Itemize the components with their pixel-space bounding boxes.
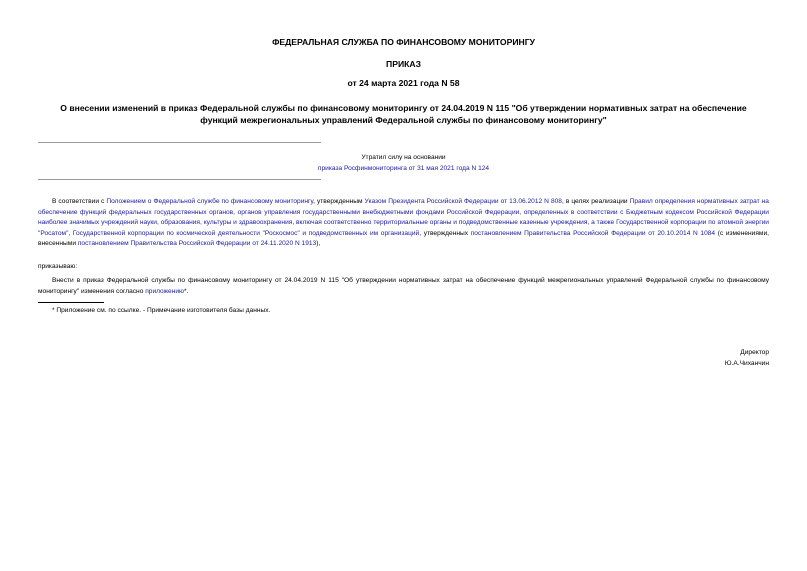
footnote-rule [38, 302, 104, 303]
preamble-text-3: , в целях реализации [561, 198, 630, 205]
preamble-text-1: В соответствии с [52, 198, 107, 205]
order-word: приказываю: [38, 263, 78, 270]
appendix-link[interactable]: приложению [145, 287, 184, 295]
regulation-link[interactable]: Положением о Федеральной службе по финансовому мониторингу [106, 198, 314, 205]
document-title-line-2: функций межрегиональных управлений Федеральной службы по финансовому мониторингу" [200, 115, 607, 125]
rules-link[interactable]: Правил определения нормативных затрат на обеспечение функций федеральных государственных органов, органов управления государственными внебюджетными фондами Российской Федерации, определенных в соответствии с Бюджетным кодексом Российской Федерации наиболее значимых учреждений науки, образования, культуры и здравоохранения, включая соответственно территориальные органы и подведомственные казенные учреждения, а также Государственной корпорации по атомной энергии "Росатом", Государственной корпорации по космической деятельности "Роскосмос" и подведомственных им организаций [38, 198, 769, 237]
document-type: ПРИКАЗ [386, 59, 421, 69]
document-title-line-1: О внесении изменений в приказ Федеральной службы по финансовому мониторингу от 24.04.2019 N 115 "Об утверждении нормативных затрат на обеспечение [60, 103, 747, 113]
signature-block [725, 347, 769, 369]
agency-name: ФЕДЕРАЛЬНАЯ СЛУЖБА ПО ФИНАНСОВОМУ МОНИТОРИНГУ [272, 37, 535, 47]
order-text: Внести в приказ Федеральной службы по финансовому мониторингу от 24.04.2019 N 115 "Об утверждении нормативных затрат на обеспечение функций межрегиональных управлений Федеральной службы по финансовому мониторингу" изменения согласно [38, 277, 769, 295]
order-text-end: *. [184, 287, 189, 295]
preamble-text-5: (с изменениями, внесенными [38, 229, 769, 247]
signatory-position: Директор [740, 349, 769, 356]
status-rule-bottom [38, 179, 321, 180]
status-rule-top [38, 142, 321, 143]
status-note-text: Утратил силу на основании [361, 154, 446, 161]
preamble-text-2: , утвержденным [313, 198, 365, 205]
preamble-text-4: , утвержденных [419, 229, 471, 237]
status-note [0, 152, 807, 174]
document-date-number: от 24 марта 2021 года N 58 [347, 78, 460, 88]
document-title [0, 102, 807, 126]
preamble-paragraph [38, 197, 769, 250]
status-repeal-link[interactable]: приказа Росфинмониторинга от 31 мая 2021 года N 124 [317, 165, 490, 172]
government-resolution-1913-link[interactable]: постановлением Правительства Российской Федерации от 24.11.2020 N 1913 [77, 240, 317, 247]
footnote: * Приложение см. по ссылке. - Примечание изготовителя базы данных. [52, 307, 271, 314]
order-paragraph [38, 276, 769, 297]
presidential-decree-link[interactable]: Указом Президента Российской Федерации от 13.06.2012 N 808 [364, 198, 562, 205]
preamble-text-6: ), [316, 240, 321, 247]
signatory-name: Ю.А.Чиханчин [724, 360, 769, 367]
government-resolution-1084-link[interactable]: постановлением Правительства Российской Федерации от 20.10.2014 N 1084 [470, 229, 716, 237]
